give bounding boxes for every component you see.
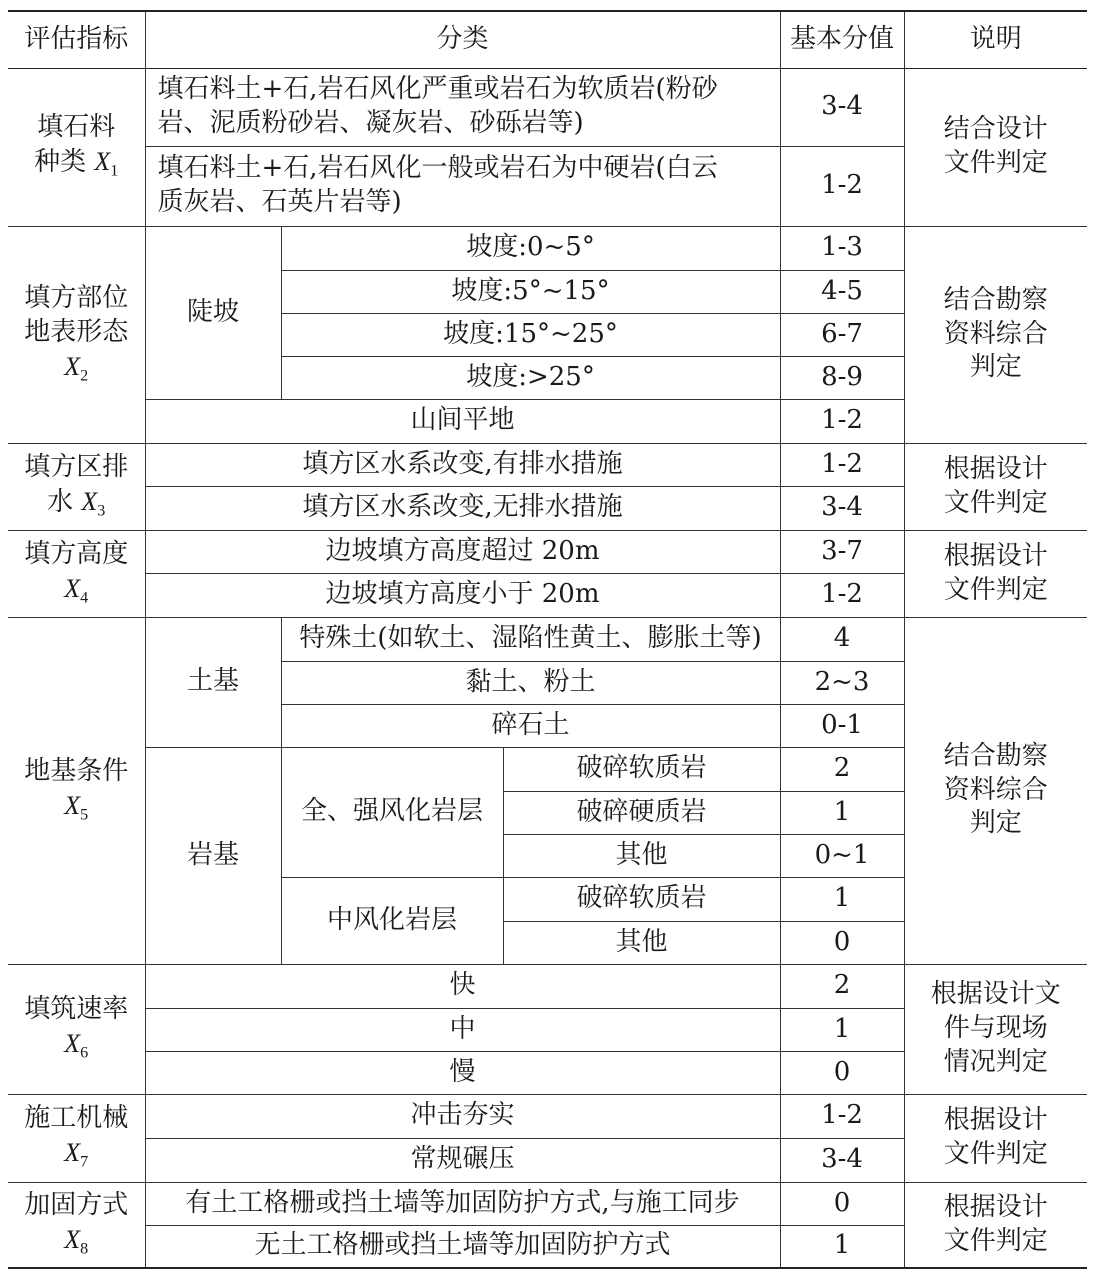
category-cell: 碎石土 bbox=[281, 704, 780, 747]
score-cell: 2 bbox=[780, 747, 904, 791]
category-cell: 坡度:15°~25° bbox=[281, 313, 780, 356]
category-cell: 山间平地 bbox=[145, 399, 780, 443]
rock-base-label: 岩基 bbox=[145, 747, 281, 964]
header-score: 基本分值 bbox=[780, 11, 904, 68]
score-cell: 3-7 bbox=[780, 530, 904, 573]
category-cell: 坡度:5°~15° bbox=[281, 270, 780, 313]
category-cell: 其他 bbox=[503, 834, 780, 877]
note-x2: 结合勘察 资料综合 判定 bbox=[904, 226, 1087, 443]
score-cell: 1-3 bbox=[780, 226, 904, 270]
note-x7: 根据设计 文件判定 bbox=[904, 1094, 1087, 1182]
table-row bbox=[8, 68, 1087, 146]
note-x1: 结合设计 文件判定 bbox=[904, 68, 1087, 226]
note-x4: 根据设计 文件判定 bbox=[904, 530, 1087, 617]
score-cell: 1-2 bbox=[780, 573, 904, 617]
note-x3: 根据设计 文件判定 bbox=[904, 443, 1087, 530]
category-cell: 填石料土+石,岩石风化严重或岩石为软质岩(粉砂 岩、泥质粉砂岩、凝灰岩、砂砾岩等) bbox=[145, 68, 780, 146]
category-cell: 填石料土+石,岩石风化一般或岩石为中硬岩(白云 质灰岩、石英片岩等) bbox=[145, 146, 780, 226]
header-category: 分类 bbox=[145, 11, 780, 68]
header-note: 说明 bbox=[904, 11, 1087, 68]
score-cell: 0 bbox=[780, 1182, 904, 1225]
table-row bbox=[8, 530, 1087, 573]
header-indicator: 评估指标 bbox=[8, 11, 145, 68]
score-cell: 1 bbox=[780, 791, 904, 834]
score-cell: 4-5 bbox=[780, 270, 904, 313]
medium-weathered-label: 中风化岩层 bbox=[281, 877, 503, 964]
score-cell: 1-2 bbox=[780, 443, 904, 486]
category-cell: 快 bbox=[145, 964, 780, 1008]
category-cell: 无土工格栅或挡土墙等加固防护方式 bbox=[145, 1225, 780, 1268]
indicator-x7: 施工机械 $X_7$ bbox=[8, 1094, 145, 1182]
score-cell: 0-1 bbox=[780, 704, 904, 747]
evaluation-table bbox=[8, 10, 1087, 1269]
table-row bbox=[8, 443, 1087, 486]
category-cell: 破碎软质岩 bbox=[503, 747, 780, 791]
category-cell: 填方区水系改变,无排水措施 bbox=[145, 486, 780, 530]
header-row bbox=[8, 11, 1087, 68]
category-cell: 边坡填方高度超过 20m bbox=[145, 530, 780, 573]
score-cell: 1-2 bbox=[780, 399, 904, 443]
category-cell: 边坡填方高度小于 20m bbox=[145, 573, 780, 617]
category-cell: 坡度:>25° bbox=[281, 356, 780, 399]
category-cell: 坡度:0~5° bbox=[281, 226, 780, 270]
indicator-x2: 填方部位 地表形态 $X_2$ bbox=[8, 226, 145, 443]
table-row bbox=[8, 1094, 1087, 1138]
category-cell: 填方区水系改变,有排水措施 bbox=[145, 443, 780, 486]
indicator-x1: 填石料 种类 $X_1$ bbox=[8, 68, 145, 226]
score-cell: 2~3 bbox=[780, 661, 904, 704]
category-cell: 冲击夯实 bbox=[145, 1094, 780, 1138]
strong-weathered-label: 全、强风化岩层 bbox=[281, 747, 503, 877]
score-cell: 0 bbox=[780, 1051, 904, 1094]
category-cell: 破碎软质岩 bbox=[503, 877, 780, 921]
steep-slope-label: 陡坡 bbox=[145, 226, 281, 399]
category-cell: 特殊土(如软土、湿陷性黄土、膨胀土等) bbox=[281, 617, 780, 661]
score-cell: 3-4 bbox=[780, 1138, 904, 1182]
score-cell: 6-7 bbox=[780, 313, 904, 356]
indicator-x6: 填筑速率 $X_6$ bbox=[8, 964, 145, 1094]
score-cell: 1 bbox=[780, 1008, 904, 1051]
category-cell: 中 bbox=[145, 1008, 780, 1051]
score-cell: 3-4 bbox=[780, 68, 904, 146]
category-cell: 常规碾压 bbox=[145, 1138, 780, 1182]
score-cell: 2 bbox=[780, 964, 904, 1008]
score-cell: 0 bbox=[780, 921, 904, 964]
score-cell: 1-2 bbox=[780, 1094, 904, 1138]
indicator-x8: 加固方式 $X_8$ bbox=[8, 1182, 145, 1268]
score-cell: 4 bbox=[780, 617, 904, 661]
category-cell: 其他 bbox=[503, 921, 780, 964]
indicator-x4: 填方高度 $X_4$ bbox=[8, 530, 145, 617]
category-cell: 慢 bbox=[145, 1051, 780, 1094]
table-row bbox=[8, 1182, 1087, 1225]
category-cell: 破碎硬质岩 bbox=[503, 791, 780, 834]
score-cell: 8-9 bbox=[780, 356, 904, 399]
score-cell: 3-4 bbox=[780, 486, 904, 530]
score-cell: 1 bbox=[780, 877, 904, 921]
category-cell: 有土工格栅或挡土墙等加固防护方式,与施工同步 bbox=[145, 1182, 780, 1225]
soil-base-label: 土基 bbox=[145, 617, 281, 747]
indicator-x5: 地基条件 $X_5$ bbox=[8, 617, 145, 964]
score-cell: 1 bbox=[780, 1225, 904, 1268]
table-row bbox=[8, 226, 1087, 270]
table-row bbox=[8, 964, 1087, 1008]
note-x8: 根据设计 文件判定 bbox=[904, 1182, 1087, 1268]
category-cell: 黏土、粉土 bbox=[281, 661, 780, 704]
score-cell: 1-2 bbox=[780, 146, 904, 226]
note-x6: 根据设计文 件与现场 情况判定 bbox=[904, 964, 1087, 1094]
table-row bbox=[8, 617, 1087, 661]
score-cell: 0~1 bbox=[780, 834, 904, 877]
indicator-x3: 填方区排 水 $X_3$ bbox=[8, 443, 145, 530]
note-x5: 结合勘察 资料综合 判定 bbox=[904, 617, 1087, 964]
